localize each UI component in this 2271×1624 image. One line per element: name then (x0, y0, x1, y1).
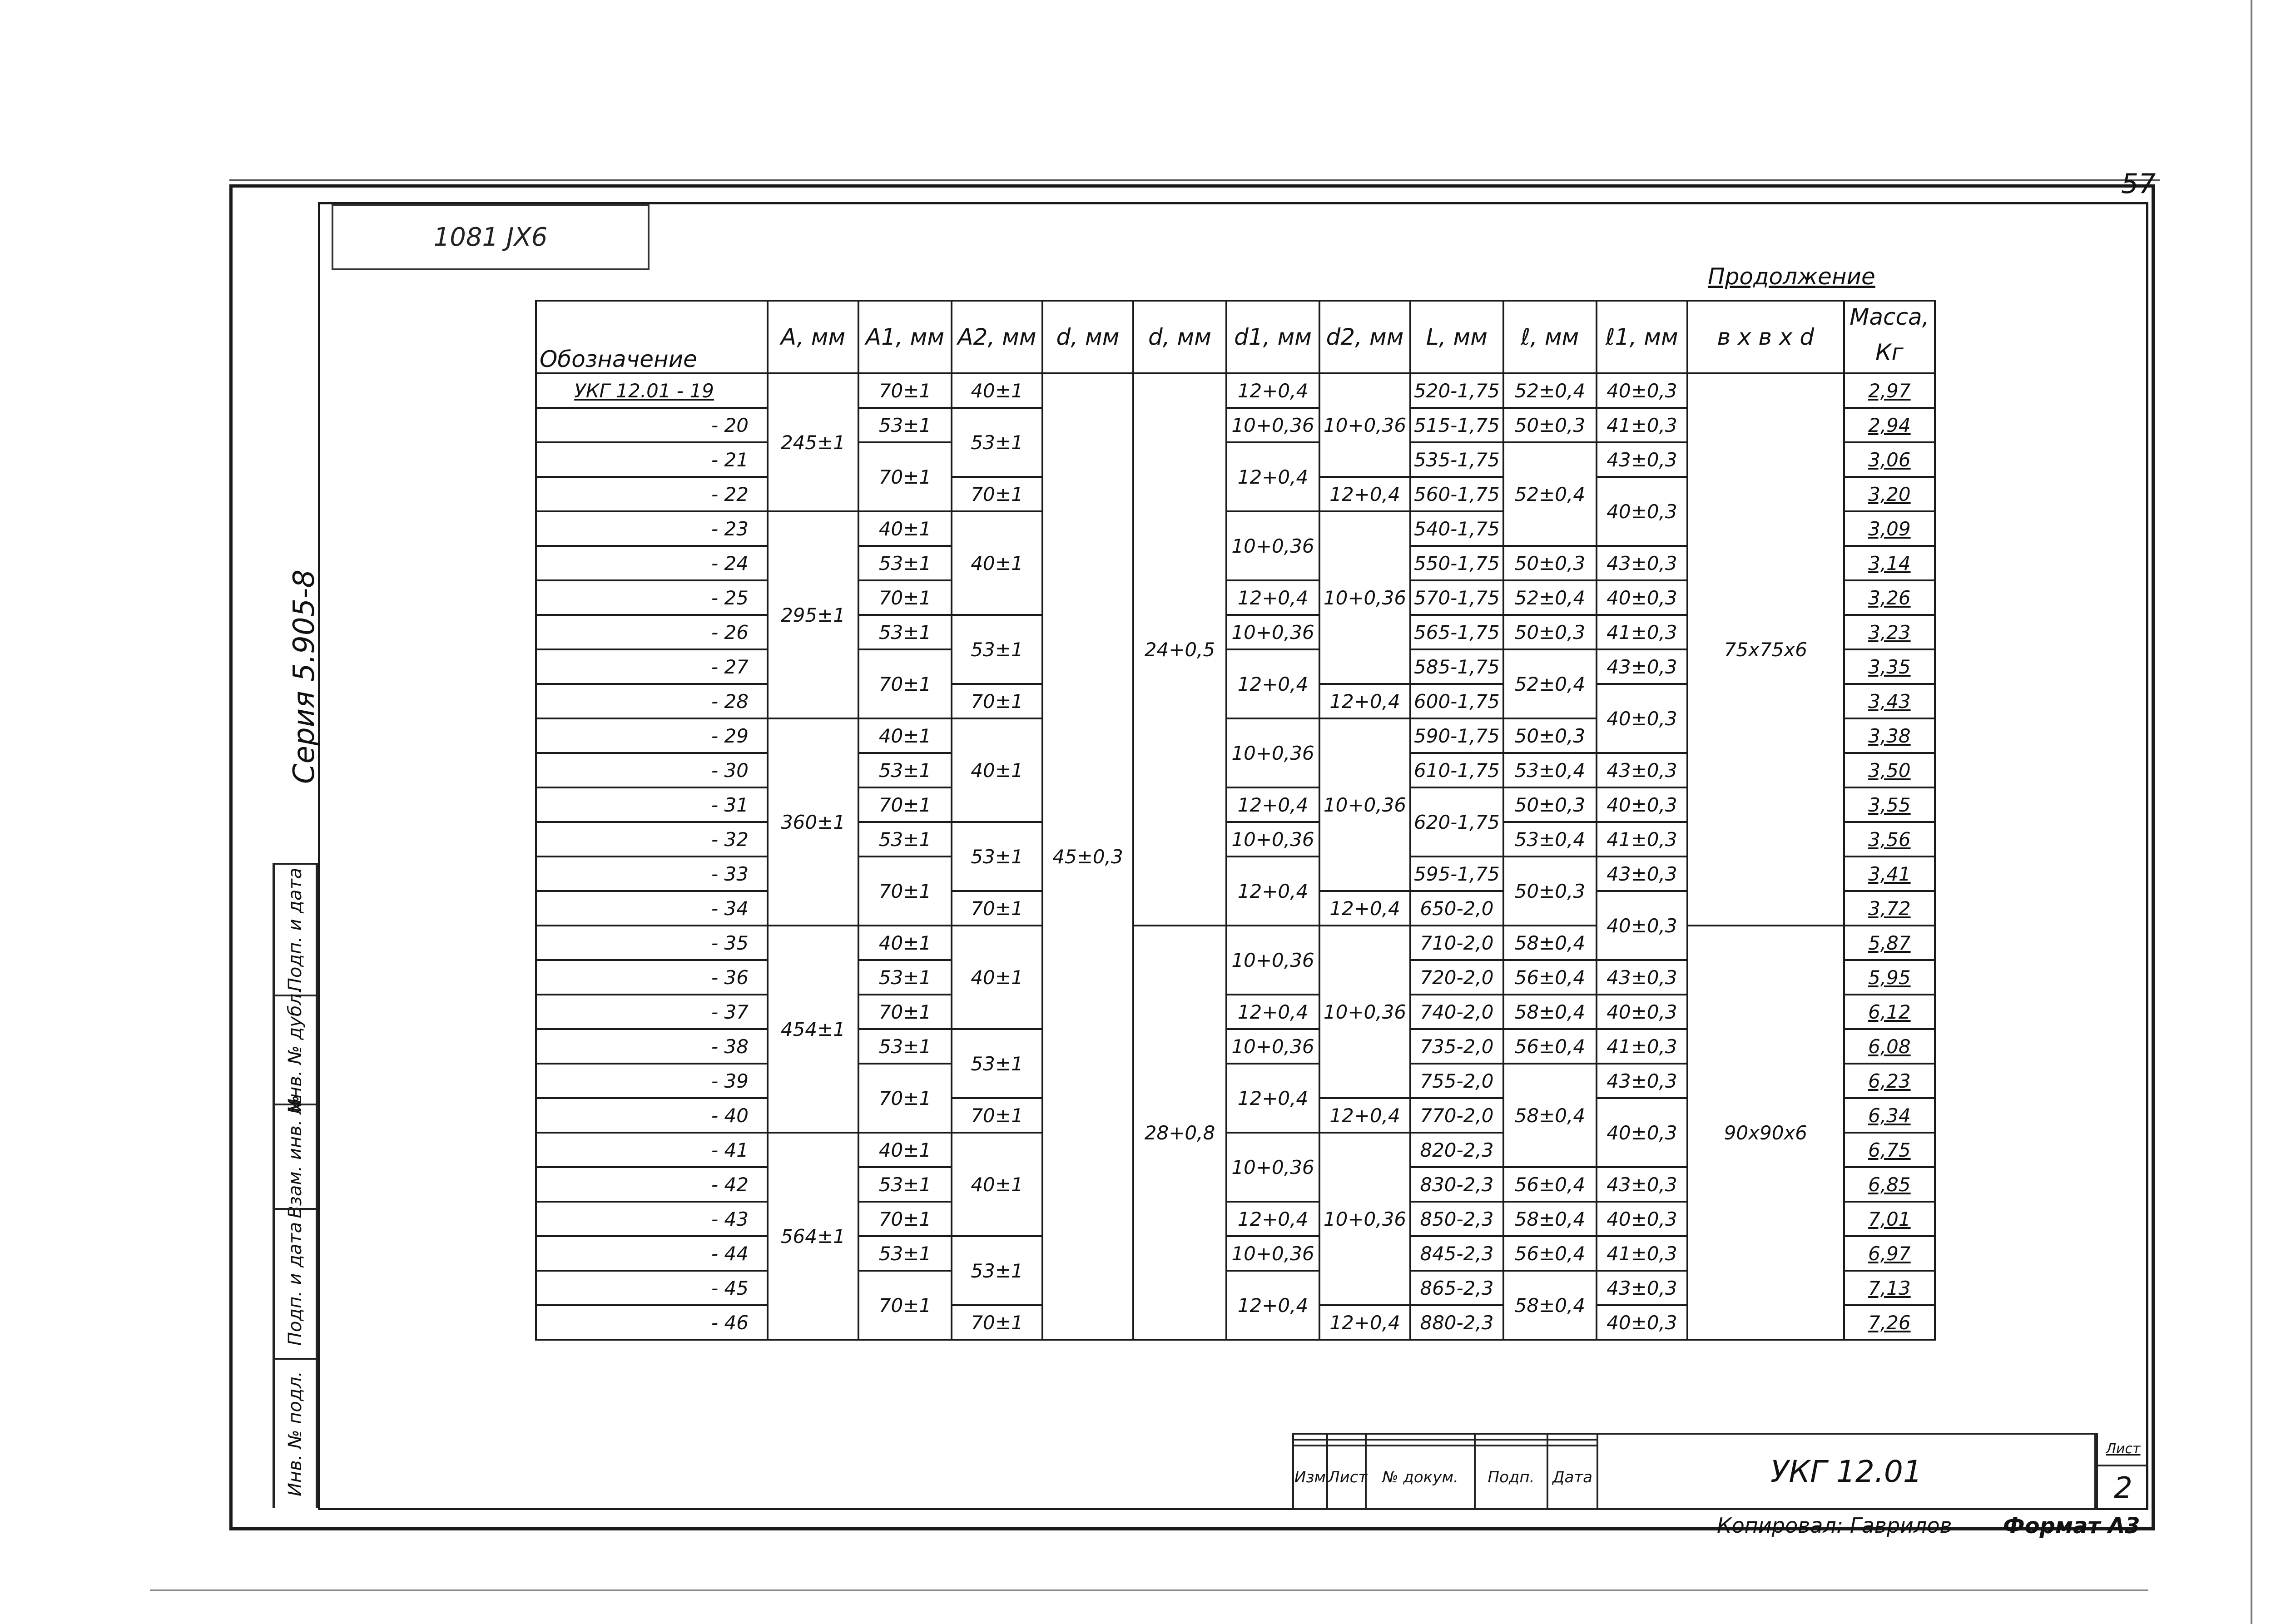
cell-length: 720-2,0 (1410, 960, 1503, 995)
cell-length: 755-2,0 (1410, 1064, 1503, 1098)
cell-a2: 70±1 (952, 1098, 1042, 1133)
cell-d2: 12+0,4 (1319, 891, 1410, 926)
cell-l: 50±0,3 (1503, 857, 1597, 926)
cell-a1: 53±1 (858, 960, 952, 995)
cell-l: 50±0,3 (1503, 787, 1597, 822)
cell-length: 710-2,0 (1410, 926, 1503, 960)
cell-length: 850-2,3 (1410, 1202, 1503, 1236)
cell-l1: 41±0,3 (1597, 615, 1687, 649)
cell-a2: 40±1 (952, 373, 1042, 408)
cell-length: 540-1,75 (1410, 511, 1503, 546)
cell-a1: 70±1 (858, 373, 952, 408)
cell-a1: 53±1 (858, 1029, 952, 1064)
cell-a2: 70±1 (952, 1305, 1042, 1340)
cell-mass: 3,20 (1844, 477, 1935, 511)
cell-a1: 70±1 (858, 1271, 952, 1340)
cell-l1: 40±0,3 (1597, 373, 1687, 408)
strip-cell: Подп. и дата (275, 863, 316, 995)
cell-l: 58±0,4 (1503, 1064, 1597, 1167)
cell-l1: 40±0,3 (1597, 684, 1687, 753)
cell-mass: 2,94 (1844, 408, 1935, 442)
cell-mass: 3,55 (1844, 787, 1935, 822)
series-text: Серия 5.905-8 (288, 569, 321, 784)
cell-l: 52±0,4 (1503, 373, 1597, 408)
cell-l1: 40±0,3 (1597, 580, 1687, 615)
cell-a1: 40±1 (858, 926, 952, 960)
cell-a2: 70±1 (952, 477, 1042, 511)
cell-l1: 43±0,3 (1597, 1271, 1687, 1305)
cell-d1: 10+0,36 (1226, 822, 1319, 857)
series-label (263, 569, 345, 784)
cell-a: 295±1 (768, 511, 858, 718)
cell-d1: 12+0,4 (1226, 857, 1319, 926)
cell-l: 56±0,4 (1503, 960, 1597, 995)
cell-a1: 70±1 (858, 995, 952, 1029)
cell-d1: 12+0,4 (1226, 1064, 1319, 1133)
cell-mass: 7,01 (1844, 1202, 1935, 1236)
strip-cell: Инв. № дубл. (275, 995, 316, 1104)
cell-length: 595-1,75 (1410, 857, 1503, 891)
cell-a1: 70±1 (858, 580, 952, 615)
page-number: 57 (2121, 168, 2156, 200)
cell-mass: 5,87 (1844, 926, 1935, 960)
continuation-label: Продолжение (1708, 263, 1875, 290)
cell-d1: 10+0,36 (1226, 408, 1319, 442)
cell-length: 610-1,75 (1410, 753, 1503, 787)
cell-l1: 41±0,3 (1597, 1029, 1687, 1064)
cell-designation: - 46 (536, 1305, 768, 1340)
cell-designation: - 22 (536, 477, 768, 511)
cell-designation: - 21 (536, 442, 768, 477)
cell-l1: 40±0,3 (1597, 477, 1687, 546)
cell-l: 52±0,4 (1503, 649, 1597, 718)
cell-designation: - 44 (536, 1236, 768, 1271)
cell-l1: 43±0,3 (1597, 442, 1687, 477)
cell-length: 880-2,3 (1410, 1305, 1503, 1340)
cell-d1: 12+0,4 (1226, 787, 1319, 822)
cell-l: 58±0,4 (1503, 995, 1597, 1029)
cell-length: 865-2,3 (1410, 1271, 1503, 1305)
cell-l1: 43±0,3 (1597, 1167, 1687, 1202)
cell-d2: 12+0,4 (1319, 684, 1410, 718)
header-mass-top: Масса, (1844, 301, 1935, 332)
cell-a1: 53±1 (858, 822, 952, 857)
cell-designation: - 43 (536, 1202, 768, 1236)
col-date: Дата (1547, 1446, 1597, 1509)
cell-mass: 6,12 (1844, 995, 1935, 1029)
col-doc-no: № докум. (1366, 1446, 1475, 1509)
cell-designation: - 38 (536, 1029, 768, 1064)
header-a2: A2, мм (952, 301, 1042, 373)
cell-designation: УКГ 12.01 - 19 (536, 373, 768, 408)
cell-a1: 40±1 (858, 511, 952, 546)
cell-d1: 12+0,4 (1226, 1202, 1319, 1236)
cell-l1: 41±0,3 (1597, 408, 1687, 442)
sheet-number-box (2096, 1433, 2148, 1510)
cell-a1: 53±1 (858, 753, 952, 787)
cell-d2: 12+0,4 (1319, 1098, 1410, 1133)
cell-a: 245±1 (768, 373, 858, 511)
cell-length: 845-2,3 (1410, 1236, 1503, 1271)
cell-d-sec: 28+0,8 (1133, 926, 1226, 1340)
cell-l: 56±0,4 (1503, 1236, 1597, 1271)
cell-mass: 3,06 (1844, 442, 1935, 477)
cell-mass: 7,13 (1844, 1271, 1935, 1305)
cell-a: 360±1 (768, 718, 858, 926)
cell-l1: 43±0,3 (1597, 546, 1687, 580)
cell-l: 52±0,4 (1503, 442, 1597, 546)
strip-cell: Подп. и дата (275, 1208, 316, 1358)
cell-d1: 10+0,36 (1226, 1133, 1319, 1202)
cell-l1: 41±0,3 (1597, 1236, 1687, 1271)
cell-l: 53±0,4 (1503, 822, 1597, 857)
cell-l: 56±0,4 (1503, 1167, 1597, 1202)
header-d1: d1, мм (1226, 301, 1319, 373)
cell-d: 45±0,3 (1042, 373, 1133, 1340)
cell-a2: 53±1 (952, 615, 1042, 684)
cell-length: 770-2,0 (1410, 1098, 1503, 1133)
cell-l1: 40±0,3 (1597, 995, 1687, 1029)
cell-a1: 53±1 (858, 546, 952, 580)
cell-length: 515-1,75 (1410, 408, 1503, 442)
header-l: ℓ, мм (1503, 301, 1597, 373)
cell-mass: 3,43 (1844, 684, 1935, 718)
cell-a: 564±1 (768, 1133, 858, 1340)
cell-mass: 3,23 (1844, 615, 1935, 649)
cell-l1: 40±0,3 (1597, 1305, 1687, 1340)
cell-d1: 12+0,4 (1226, 649, 1319, 718)
cell-l1: 41±0,3 (1597, 822, 1687, 857)
format-label: Формат А3 (2003, 1513, 2140, 1539)
cell-designation: - 41 (536, 1133, 768, 1167)
cell-designation: - 23 (536, 511, 768, 546)
cell-d2: 10+0,36 (1319, 511, 1410, 684)
cell-d1: 10+0,36 (1226, 718, 1319, 787)
document-code: УКГ 12.01 (1597, 1433, 2096, 1510)
header-designation: Обозначение (536, 301, 768, 373)
cell-mass: 6,23 (1844, 1064, 1935, 1098)
header-a: A, мм (768, 301, 858, 373)
cell-a1: 70±1 (858, 1064, 952, 1133)
cell-d2: 10+0,36 (1319, 373, 1410, 477)
cell-mass: 6,97 (1844, 1236, 1935, 1271)
left-signature-strip (273, 863, 318, 1508)
cell-mass: 3,72 (1844, 891, 1935, 926)
cell-d1: 10+0,36 (1226, 511, 1319, 580)
cell-l1: 43±0,3 (1597, 857, 1687, 891)
cell-l1: 43±0,3 (1597, 960, 1687, 995)
cell-l: 50±0,3 (1503, 408, 1597, 442)
cell-mass: 6,08 (1844, 1029, 1935, 1064)
cell-l1: 43±0,3 (1597, 1064, 1687, 1098)
cell-designation: - 20 (536, 408, 768, 442)
cell-l: 58±0,4 (1503, 926, 1597, 960)
cell-designation: - 40 (536, 1098, 768, 1133)
cell-designation: - 42 (536, 1167, 768, 1202)
cell-d2: 10+0,36 (1319, 926, 1410, 1098)
cell-length: 560-1,75 (1410, 477, 1503, 511)
cell-mass: 3,38 (1844, 718, 1935, 753)
cell-a1: 40±1 (858, 1133, 952, 1167)
cell-l1: 40±0,3 (1597, 1202, 1687, 1236)
cell-d1: 12+0,4 (1226, 373, 1319, 408)
cell-a2: 70±1 (952, 684, 1042, 718)
cell-l: 52±0,4 (1503, 580, 1597, 615)
cell-a1: 70±1 (858, 857, 952, 926)
cell-l: 56±0,4 (1503, 1029, 1597, 1064)
cell-a2: 53±1 (952, 822, 1042, 891)
cell-a2: 53±1 (952, 1236, 1042, 1305)
revision-grid (1292, 1433, 1597, 1510)
cell-l: 50±0,3 (1503, 615, 1597, 649)
cell-designation: - 36 (536, 960, 768, 995)
cell-a1: 40±1 (858, 718, 952, 753)
cell-l: 53±0,4 (1503, 753, 1597, 787)
cell-a1: 70±1 (858, 787, 952, 822)
header-length: L, мм (1410, 301, 1503, 373)
cell-a1: 53±1 (858, 1236, 952, 1271)
cell-designation: - 26 (536, 615, 768, 649)
cell-mass: 3,35 (1844, 649, 1935, 684)
cell-length: 585-1,75 (1410, 649, 1503, 684)
cell-a2: 40±1 (952, 926, 1042, 1029)
cell-mass: 7,26 (1844, 1305, 1935, 1340)
cell-l: 50±0,3 (1503, 546, 1597, 580)
cell-length: 735-2,0 (1410, 1029, 1503, 1064)
cell-d1: 10+0,36 (1226, 615, 1319, 649)
cell-d1: 10+0,36 (1226, 926, 1319, 995)
cell-length: 570-1,75 (1410, 580, 1503, 615)
cell-l: 50±0,3 (1503, 718, 1597, 753)
cell-d1: 12+0,4 (1226, 580, 1319, 615)
cell-a1: 53±1 (858, 615, 952, 649)
cell-a2: 40±1 (952, 1133, 1042, 1236)
cell-designation: - 33 (536, 857, 768, 891)
cell-designation: - 35 (536, 926, 768, 960)
strip-cell: Инв. № подл. (275, 1358, 316, 1508)
cell-length: 590-1,75 (1410, 718, 1503, 753)
scan-edge (2251, 0, 2252, 1624)
cell-l1: 40±0,3 (1597, 891, 1687, 960)
cell-a2: 53±1 (952, 408, 1042, 477)
cell-a1: 70±1 (858, 649, 952, 718)
cell-l1: 40±0,3 (1597, 787, 1687, 822)
cell-l1: 40±0,3 (1597, 1098, 1687, 1167)
col-sign: Подп. (1475, 1446, 1547, 1509)
archive-stamp: 1081 JX6 (332, 204, 650, 270)
col-izm: Изм (1293, 1446, 1327, 1509)
cell-mass: 3,56 (1844, 822, 1935, 857)
cell-d1: 10+0,36 (1226, 1029, 1319, 1064)
cell-l1: 43±0,3 (1597, 753, 1687, 787)
cell-designation: - 29 (536, 718, 768, 753)
cell-mass: 6,34 (1844, 1098, 1935, 1133)
cell-d1: 12+0,4 (1226, 995, 1319, 1029)
cell-designation: - 45 (536, 1271, 768, 1305)
cell-designation: - 30 (536, 753, 768, 787)
cell-d2: 12+0,4 (1319, 1305, 1410, 1340)
specification-table (535, 300, 1936, 1341)
cell-l1: 43±0,3 (1597, 649, 1687, 684)
cell-mass: 3,50 (1844, 753, 1935, 787)
copied-by: Копировал: Гаврилов (1717, 1513, 1952, 1538)
cell-mass: 3,26 (1844, 580, 1935, 615)
cell-length: 620-1,75 (1410, 787, 1503, 857)
cell-length: 830-2,3 (1410, 1167, 1503, 1202)
sheet-number: 2 (2114, 1471, 2132, 1505)
cell-designation: - 28 (536, 684, 768, 718)
cell-mass: 3,09 (1844, 511, 1935, 546)
header-mass-unit: Кг (1844, 332, 1935, 373)
header-d2: d2, мм (1319, 301, 1410, 373)
cell-profile: 90x90x6 (1687, 926, 1844, 1340)
strip-cell: Взам. инв. № (275, 1104, 316, 1208)
header-d-sec: d, мм (1133, 301, 1226, 373)
cell-length: 535-1,75 (1410, 442, 1503, 477)
cell-a2: 40±1 (952, 511, 1042, 615)
cell-length: 650-2,0 (1410, 891, 1503, 926)
cell-length: 820-2,3 (1410, 1133, 1503, 1167)
cell-designation: - 39 (536, 1064, 768, 1098)
header-a1: A1, мм (858, 301, 952, 373)
sheet-label: Лист (2098, 1433, 2148, 1466)
sheet-top-line (229, 179, 2160, 181)
cell-designation: - 34 (536, 891, 768, 926)
table-row (536, 926, 1935, 960)
cell-length: 550-1,75 (1410, 546, 1503, 580)
table-row (536, 373, 1935, 408)
cell-designation: - 25 (536, 580, 768, 615)
cell-length: 565-1,75 (1410, 615, 1503, 649)
header-profile: в x в x d (1687, 301, 1844, 373)
cell-l: 58±0,4 (1503, 1271, 1597, 1340)
cell-d2: 10+0,36 (1319, 718, 1410, 891)
cell-d1: 12+0,4 (1226, 1271, 1319, 1340)
cell-designation: - 31 (536, 787, 768, 822)
cell-length: 740-2,0 (1410, 995, 1503, 1029)
header-l1: ℓ1, мм (1597, 301, 1687, 373)
cell-d1: 12+0,4 (1226, 442, 1319, 511)
cell-l: 58±0,4 (1503, 1202, 1597, 1236)
cell-mass: 3,41 (1844, 857, 1935, 891)
cell-mass: 2,97 (1844, 373, 1935, 408)
cell-a2: 70±1 (952, 891, 1042, 926)
scan-edge (150, 1589, 2148, 1591)
cell-a1: 53±1 (858, 408, 952, 442)
cell-d2: 10+0,36 (1319, 1133, 1410, 1305)
cell-d2: 12+0,4 (1319, 477, 1410, 511)
cell-designation: - 27 (536, 649, 768, 684)
cell-a: 454±1 (768, 926, 858, 1133)
cell-a2: 53±1 (952, 1029, 1042, 1098)
cell-designation: - 37 (536, 995, 768, 1029)
cell-d1: 10+0,36 (1226, 1236, 1319, 1271)
cell-designation: - 24 (536, 546, 768, 580)
header-d: d, мм (1042, 301, 1133, 373)
cell-designation: - 32 (536, 822, 768, 857)
cell-mass: 5,95 (1844, 960, 1935, 995)
cell-length: 600-1,75 (1410, 684, 1503, 718)
cell-length: 520-1,75 (1410, 373, 1503, 408)
cell-profile: 75x75x6 (1687, 373, 1844, 926)
cell-mass: 6,75 (1844, 1133, 1935, 1167)
cell-a1: 53±1 (858, 1167, 952, 1202)
cell-a2: 40±1 (952, 718, 1042, 822)
col-list: Лист (1327, 1446, 1366, 1509)
cell-mass: 3,14 (1844, 546, 1935, 580)
cell-a1: 70±1 (858, 442, 952, 511)
cell-d-sec: 24+0,5 (1133, 373, 1226, 926)
cell-a1: 70±1 (858, 1202, 952, 1236)
cell-mass: 6,85 (1844, 1167, 1935, 1202)
